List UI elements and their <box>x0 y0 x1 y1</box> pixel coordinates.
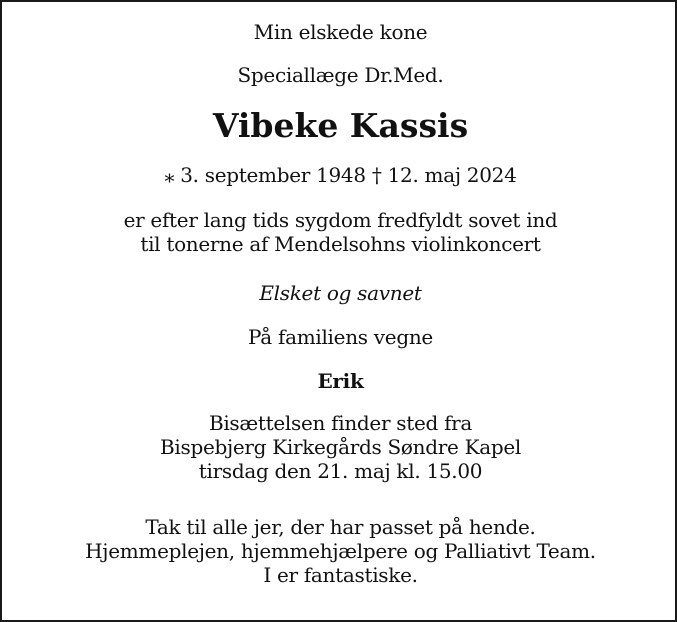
life-dates: ⁎ 3. september 1948 † 12. maj 2024 <box>164 163 517 187</box>
signature-name: Erik <box>317 369 364 393</box>
funeral-block <box>2 411 677 483</box>
thanks-line: I er fantastiske. <box>263 563 418 587</box>
funeral-line: Bisættelsen finder sted fra <box>208 411 473 435</box>
message-block <box>2 208 677 256</box>
message-line: er efter lang tids sygdom fredfyldt sovet ind <box>123 208 558 232</box>
thanks-line: Tak til alle jer, der har passet på hende. <box>145 515 536 539</box>
thanks-block <box>2 515 677 587</box>
funeral-line: Bispebjerg Kirkegårds Søndre Kapel <box>159 435 521 459</box>
title-text: Speciallæge Dr.Med. <box>237 63 444 87</box>
on-behalf-text: På familiens vegne <box>248 325 433 349</box>
message-line: til tonerne af Mendelsohns violinkoncert <box>140 232 541 256</box>
thanks-line: Hjemmeplejen, hjemmehjælpere og Palliativt Team. <box>85 539 596 563</box>
tagline-text: Elsket og savnet <box>259 281 422 305</box>
funeral-line: tirsdag den 21. maj kl. 15.00 <box>198 459 483 483</box>
intro-text: Min elskede kone <box>253 20 428 44</box>
deceased-name: Vibeke Kassis <box>212 106 469 145</box>
